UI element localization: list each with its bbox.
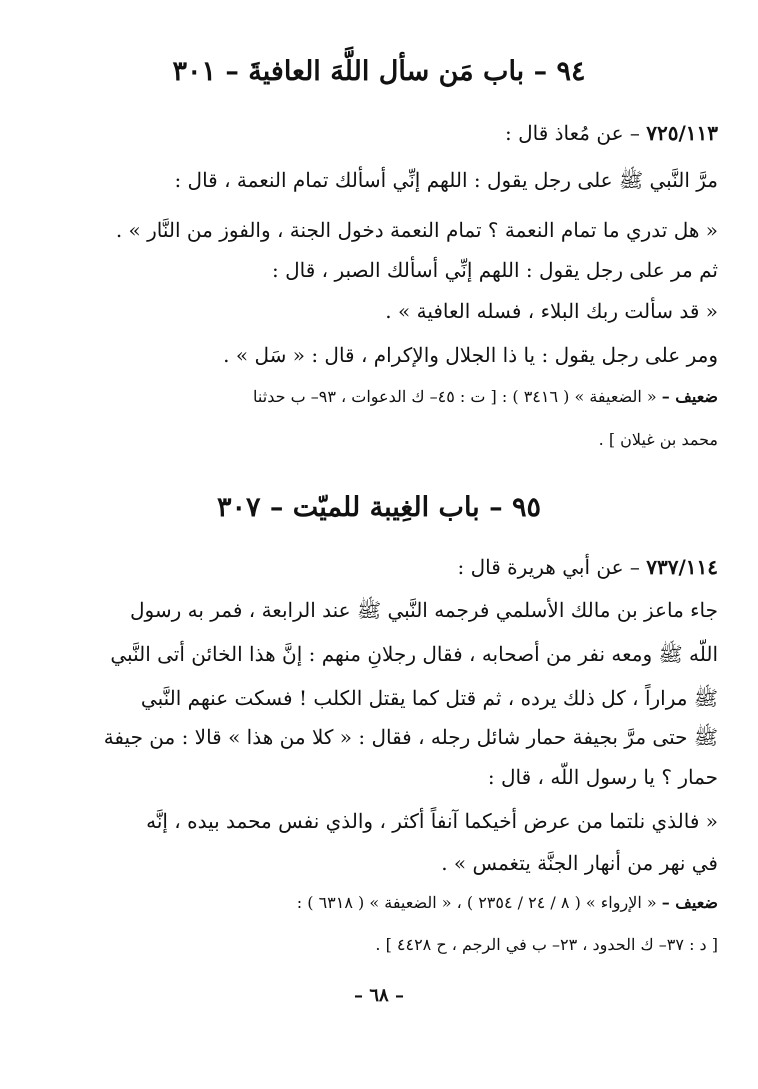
chapter-heading-95: ٩٥ – باب الغِيبة للميّت – ٣٠٧ — [216, 492, 542, 523]
text-line: في نهر من أنهار الجنَّة يتغمس » . — [441, 851, 718, 875]
hadith-113-intro-line — [60, 118, 718, 148]
text-line: جاء ماعز بن مالك الأسلمي فرجمه النَّبي ﷺ عند الرابعة ، فمر به رسول — [129, 598, 718, 622]
hadith-number: ٧٢٥/١١٣ — [646, 121, 718, 145]
text-line: « هل تدري ما تمام النعمة ؟ تمام النعمة دخول الجنة ، والفوز من النَّار » . — [115, 218, 718, 242]
page-number: – ٦٨ – — [354, 985, 404, 1006]
grade-label: ضعيف – — [661, 893, 718, 912]
hadith-intro: – عن أبي هريرة قال : — [457, 555, 647, 579]
grade-line-continued: محمد بن غيلان ] . — [598, 430, 718, 449]
grade-reference: « الضعيفة » ( ٣٤١٦ ) : [ ت : ٤٥– ك الدعوات ، ٩٣– ب حدثنا — [253, 387, 662, 406]
text-line: ﷺ مراراً ، كل ذلك يرده ، ثم قتل كما يقتل الكلب ! فسكت عنهم النَّبي — [140, 686, 718, 710]
hadith-intro: – عن مُعاذ قال : — [505, 121, 647, 145]
text-line: ثم مر على رجل يقول : اللهم إنِّي أسألك الصبر ، قال : — [272, 258, 718, 282]
text-line: ومر على رجل يقول : يا ذا الجلال والإكرام ، قال : « سَل » . — [223, 343, 718, 367]
text-line: « قد سألت ربك البلاء ، فسله العافية » . — [385, 299, 718, 323]
chapter-heading-94: ٩٤ – باب مَن سأل اللَّهَ العافيةَ – ٣٠١ — [172, 56, 586, 87]
grade-line — [60, 888, 718, 918]
grade-reference: « الإرواء » ( ٨ / ٢٤ / ٢٣٥٤ ) ، « الضعيفة » ( ٦٣١٨ ) : — [296, 893, 662, 912]
grade-label: ضعيف – — [661, 387, 718, 406]
hadith-number: ٧٣٧/١١٤ — [646, 555, 718, 579]
grade-line-continued: [ د : ٣٧– ك الحدود ، ٢٣– ب في الرجم ، ح ٤٤٢٨ ] . — [375, 935, 718, 954]
text-line: مرَّ النَّبي ﷺ على رجل يقول : اللهم إنِّي أسألك تمام النعمة ، قال : — [174, 168, 718, 192]
hadith-114-intro-line — [60, 552, 718, 582]
text-line: ﷺ حتى مرَّ بجيفة حمار شائل رجله ، فقال : « كلا من هذا » قالا : من جيفة — [103, 725, 718, 749]
text-line: اللَّه ﷺ ومعه نفر من أصحابه ، فقال رجلانِ منهم : إنَّ هذا الخائن أتى النَّبي — [110, 642, 718, 666]
text-line: حمار ؟ يا رسول اللَّه ، قال : — [487, 765, 718, 789]
text-line: « فالذي نلتما من عرض أخيكما آنفاً أكثر ، والذي نفس محمد بيده ، إنَّه — [146, 809, 718, 833]
grade-line — [60, 382, 718, 412]
